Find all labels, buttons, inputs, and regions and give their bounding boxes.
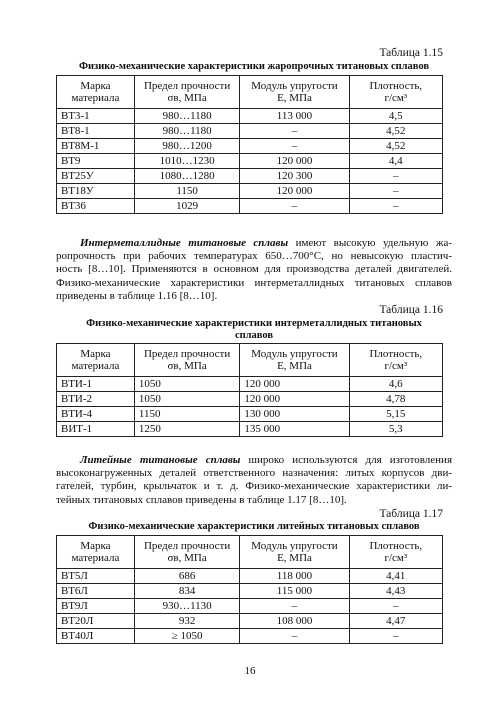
- cell-modulus: 115 000: [240, 584, 349, 599]
- cell-strength: 834: [134, 584, 239, 599]
- paragraph-line: Литейные титановые сплавы широко используются для изготовления: [80, 454, 453, 466]
- paragraph-lead: Литейные титановые сплавы: [80, 454, 241, 466]
- cell-modulus: 120 000: [240, 377, 349, 392]
- table-1-15: [56, 75, 443, 214]
- cell-material: ВТ8М-1: [57, 139, 135, 154]
- cell-modulus: –: [240, 139, 349, 154]
- paragraph-line: ропрочность при рабочих температурах 650…700°С, но невысокую пластич-: [56, 250, 452, 263]
- header-strength: Предел прочности σв, МПа: [134, 344, 239, 377]
- cell-material: ВТ18У: [57, 184, 135, 199]
- table-row: [57, 392, 443, 407]
- cell-strength: 1150: [134, 407, 239, 422]
- paragraph-lead: Интерметаллидные титановые сплавы: [80, 237, 289, 249]
- cell-strength: 980…1180: [134, 124, 239, 139]
- paragraph-line: ность [8…10]. Применяются в основном для производства деталей двигателей.: [56, 263, 452, 276]
- header-modulus: Модуль упругости Е, МПа: [240, 536, 349, 569]
- cell-material: ВТ9Л: [57, 599, 135, 614]
- cell-strength: 1050: [134, 392, 239, 407]
- header-strength: Предел прочности σв, МПа: [134, 536, 239, 569]
- table-row: [57, 109, 443, 124]
- cell-density: –: [349, 199, 442, 214]
- cell-material: ВТИ-4: [57, 407, 135, 422]
- table-number: Таблица 1.16: [379, 304, 443, 316]
- cell-modulus: 130 000: [240, 407, 349, 422]
- paragraph-line: тейных титановых сплавов приведены в таблице 1.17 [8…10].: [56, 493, 347, 506]
- header-density: Плотность, г/см³: [349, 76, 442, 109]
- cell-density: 4,52: [349, 124, 442, 139]
- cell-modulus: 120 300: [240, 169, 349, 184]
- cell-strength: 932: [134, 614, 239, 629]
- cell-density: 5,3: [349, 422, 442, 437]
- header-material: Марка материала: [57, 344, 135, 377]
- header-strength: Предел прочности σв, МПа: [134, 76, 239, 109]
- paragraph-line: гателей, турбин, крыльчаток и т. д. Физико-механические характеристики ли-: [56, 480, 452, 493]
- cell-modulus: 113 000: [240, 109, 349, 124]
- cell-material: ВТ9: [57, 154, 135, 169]
- cell-strength: ≥ 1050: [134, 629, 239, 644]
- cell-material: ВТ3-1: [57, 109, 135, 124]
- cell-density: –: [349, 169, 442, 184]
- cell-modulus: –: [240, 599, 349, 614]
- table-1-16: [56, 343, 443, 437]
- cell-strength: 1150: [134, 184, 239, 199]
- cell-modulus: 120 000: [240, 392, 349, 407]
- cell-material: ВТИ-1: [57, 377, 135, 392]
- table-row: [57, 422, 443, 437]
- cell-density: 4,43: [349, 584, 442, 599]
- cell-strength: 980…1200: [134, 139, 239, 154]
- table-row: [57, 599, 443, 614]
- paragraph-line: высоконагруженных деталей ответственного назначения: литых корпусов дви-: [56, 467, 452, 480]
- table-row: [57, 407, 443, 422]
- table-row: [57, 184, 443, 199]
- cell-material: ВТ40Л: [57, 629, 135, 644]
- cell-material: ВТ8-1: [57, 124, 135, 139]
- table-row: [57, 199, 443, 214]
- cell-modulus: –: [240, 124, 349, 139]
- cell-density: 5,15: [349, 407, 442, 422]
- table-header-row: [57, 76, 443, 109]
- cell-material: ВИТ-1: [57, 422, 135, 437]
- header-modulus: Модуль упругости Е, МПа: [240, 76, 349, 109]
- cell-density: 4,41: [349, 569, 442, 584]
- table-row: [57, 169, 443, 184]
- header-modulus: Модуль упругости Е, МПа: [240, 344, 349, 377]
- cell-modulus: 108 000: [240, 614, 349, 629]
- paragraph-line: Интерметаллидные титановые сплавы имеют высокую удельную жа-: [80, 237, 452, 249]
- paragraph-intermetallic: [56, 237, 452, 303]
- table-row: [57, 377, 443, 392]
- cell-density: –: [349, 599, 442, 614]
- header-density: Плотность, г/см³: [349, 536, 442, 569]
- cell-density: 4,5: [349, 109, 442, 124]
- table-1-17: [56, 535, 443, 644]
- table-header-row: [57, 536, 443, 569]
- cell-density: 4,52: [349, 139, 442, 154]
- cell-density: 4,4: [349, 154, 442, 169]
- table-caption: Физико-механические характеристики жаропрочных титановых сплавов: [78, 61, 430, 72]
- header-material: Марка материала: [57, 76, 135, 109]
- header-material: Марка материала: [57, 536, 135, 569]
- cell-strength: 686: [134, 569, 239, 584]
- cell-density: 4,78: [349, 392, 442, 407]
- header-density: Плотность, г/см³: [349, 344, 442, 377]
- table-row: [57, 139, 443, 154]
- table-row: [57, 629, 443, 644]
- cell-strength: 1010…1230: [134, 154, 239, 169]
- cell-material: ВТ5Л: [57, 569, 135, 584]
- cell-modulus: –: [240, 629, 349, 644]
- table-caption: Физико-механические характеристики литейных титановых сплавов: [88, 521, 420, 532]
- table-row: [57, 124, 443, 139]
- cell-strength: 1250: [134, 422, 239, 437]
- cell-strength: 1050: [134, 377, 239, 392]
- cell-density: –: [349, 629, 442, 644]
- cell-material: ВТ6Л: [57, 584, 135, 599]
- paragraph-line: Физико-механические характеристики интерметаллидных титановых сплавов: [56, 276, 452, 289]
- table-number: Таблица 1.17: [379, 508, 443, 520]
- table-row: [57, 584, 443, 599]
- page-number: 16: [244, 665, 256, 677]
- cell-density: 4,47: [349, 614, 442, 629]
- table-row: [57, 569, 443, 584]
- paragraph-cast: [56, 454, 452, 507]
- table-caption: Физико-механические характеристики интерметаллидных титановых сплавов: [86, 318, 422, 341]
- cell-strength: 930…1130: [134, 599, 239, 614]
- cell-material: ВТ36: [57, 199, 135, 214]
- cell-material: ВТИ-2: [57, 392, 135, 407]
- cell-material: ВТ25У: [57, 169, 135, 184]
- cell-density: –: [349, 184, 442, 199]
- cell-strength: 1080…1280: [134, 169, 239, 184]
- cell-strength: 1029: [134, 199, 239, 214]
- table-header-row: [57, 344, 443, 377]
- table-row: [57, 154, 443, 169]
- cell-material: ВТ20Л: [57, 614, 135, 629]
- cell-density: 4,6: [349, 377, 442, 392]
- cell-modulus: 135 000: [240, 422, 349, 437]
- cell-modulus: 120 000: [240, 184, 349, 199]
- table-number: Таблица 1.15: [379, 47, 443, 59]
- cell-modulus: 118 000: [240, 569, 349, 584]
- paragraph-line: приведены в таблице 1.16 [8…10].: [56, 289, 218, 302]
- cell-modulus: –: [240, 199, 349, 214]
- table-row: [57, 614, 443, 629]
- cell-modulus: 120 000: [240, 154, 349, 169]
- cell-strength: 980…1180: [134, 109, 239, 124]
